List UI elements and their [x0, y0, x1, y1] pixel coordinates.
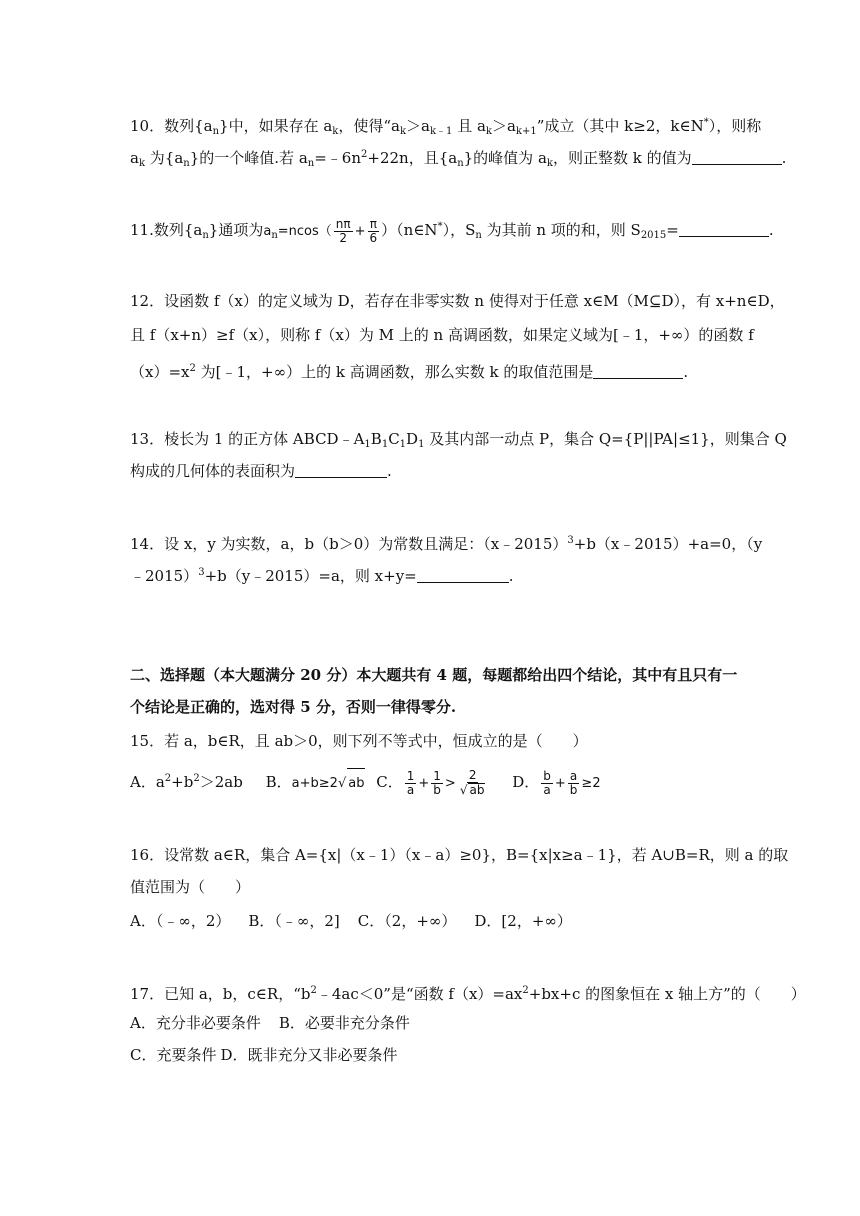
q13-answer-blank[interactable] [295, 463, 387, 478]
q12-line2: 且 f（x+n）≥f（x），则称 f（x）为 M 上的 n 高调函数，如果定义域为[﹣1，+∞）的函数 f [130, 326, 754, 344]
q15-option-c[interactable]: C． $\frac{1}{a}$ + $\frac{1}{b}$ > $\frac{2}{√ ab}$ [376, 767, 489, 799]
q13-line1: 13．棱长为 1 的正方体 $ABCD﹣A_1B_1C_1D_1$ 及其内部一动点 P，集合 Q={P||PA|≤1}，则集合 Q [130, 430, 787, 450]
q16-option-a[interactable]: A．（﹣∞，2） [130, 912, 231, 930]
section2-heading-line1: 二、选择题（本大题满分 20 分）本大题共有 4 题，每题都给出四个结论，其中有且只有一 [130, 666, 738, 684]
q11-fraction-npi-over-2: $\frac{n\pi}{2}$ [335, 216, 351, 245]
q14-line1: 14．设 x，y 为实数，a，b（b＞0）为常数且满足：（x﹣2015）$^3$+b（x﹣2015）+a=0，（y [130, 535, 763, 553]
q13-line2: 构成的几何体的表面积为 . [130, 462, 392, 480]
q17-options-row1 [130, 1012, 428, 1034]
q14-line2: ﹣2015）$^3$+b（y﹣2015）=a，则 x+y= . [130, 567, 514, 585]
q16-options [130, 910, 590, 932]
q15-option-b[interactable]: B．a+b≥2√ ab [266, 767, 366, 799]
q15-options [130, 764, 619, 799]
section2-heading-line2: 个结论是正确的，选对得 5 分，否则一律得零分. [130, 698, 457, 716]
q15-option-a[interactable]: A．$a^2+b^2>2ab$ [130, 773, 243, 791]
q17-option-a[interactable]: A．充分非必要条件 [130, 1014, 261, 1032]
q15-option-b-sqrt-sign: √ [337, 776, 347, 791]
q16-option-b[interactable]: B．（﹣∞，2] [248, 912, 340, 930]
q17-options-row2 [130, 1044, 416, 1066]
q17-option-c[interactable]: C．充要条件 [130, 1046, 217, 1064]
q16-line2: 值范围为（ ） [130, 878, 251, 896]
q15-option-d[interactable]: D． $\frac{b}{a}$ + $\frac{a}{b}$ ≥2 [512, 768, 601, 797]
q16-line1: 16．设常数 a∈R，集合 A={x|（x﹣1）（x﹣a）≥0}，B={x|x≥a﹣1}，若 A∪B=R，则 a 的取 [130, 846, 789, 864]
q14-answer-blank[interactable] [417, 568, 509, 583]
q17-option-b[interactable]: B．必要非充分条件 [278, 1014, 410, 1032]
q16-option-c[interactable]: C．（2，+∞） [357, 912, 457, 930]
q16-option-d[interactable]: D．[2，+∞） [474, 912, 572, 930]
q10-line1: 10．数列$\{a_n\}$中，如果存在 $a_k$，使得“$a_k>a_{k﹣1}$ 且 $a_k>a_{k+1}$”成立（其中 k≥2，k∈N*），则称 [130, 117, 762, 137]
q11-fraction-pi-over-6: $\frac{\pi}{6}$ [369, 216, 378, 245]
q10-answer-blank[interactable] [692, 150, 782, 165]
q17-option-d[interactable]: D．既非充分又非必要条件 [220, 1046, 398, 1064]
q10-line2: $a_k$ 为$\{a_n\}$的一个峰值.若 $a_n=﹣6n^2+22n$，且$\{a_n\}$的峰值为 $a_k$，则正整数 k 的值为 . [130, 149, 787, 169]
q17-line1: 17．已知 a，b，c∈R，“$b^2﹣4ac<0$”是“函数 $f(x)=ax^2+bx+c$ 的图象恒在 x 轴上方”的（ ） [130, 985, 806, 1003]
q15-stem: 15．若 a，b∈R，且 ab＞0，则下列不等式中，恒成立的是（ ） [130, 732, 588, 750]
q12-line3: $(x)=x^2$ 为[﹣1，+∞）上的 k 高调函数，那么实数 k 的取值范围是 . [130, 363, 689, 381]
q11-answer-blank[interactable] [679, 222, 769, 237]
q12-answer-blank[interactable] [593, 364, 683, 379]
q12-line1: 12．设函数 f（x）的定义域为 D，若存在非零实数 n 使得对于任意 x∈M（M⊆D），有 x+n∈D， [130, 292, 785, 310]
q11-line: 11.数列$\{a_n\}$通项为$a_n=ncos$（ $\frac{n\pi}{2}$ + $\frac{\pi}{6}$ ）（n∈N*），$S_n$ 为其前 n 项的和，则 $S_{2015}=$ . [130, 216, 774, 245]
q15-option-c-sqrt-denominator: √ ab [459, 783, 485, 797]
